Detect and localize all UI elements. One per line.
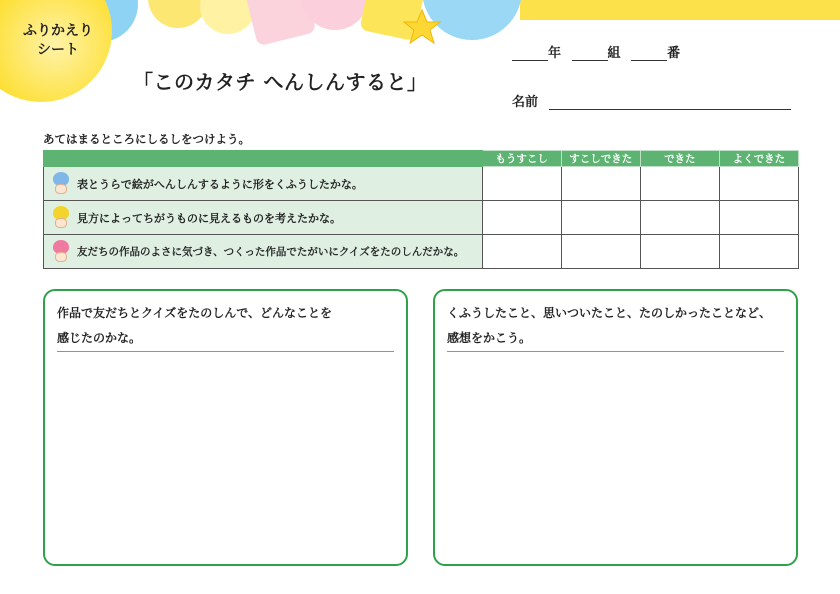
question-cell bbox=[44, 235, 483, 269]
question-cell bbox=[44, 201, 483, 235]
impressions-box[interactable] bbox=[43, 289, 408, 566]
check-cell[interactable] bbox=[561, 235, 640, 269]
question-cell bbox=[44, 167, 483, 201]
reflection-box[interactable] bbox=[433, 289, 798, 566]
column-header: できた bbox=[640, 151, 719, 167]
reflection-prompt-line2: 感想をかこう。 bbox=[447, 331, 532, 345]
question-text: 友だちの作品のよさに気づき、つくった作品でたがいにクイズをたのしんだかな。 bbox=[77, 246, 465, 258]
pink-heart-character-icon bbox=[50, 240, 72, 264]
check-cell[interactable] bbox=[482, 235, 561, 269]
number-label: 番 bbox=[667, 46, 681, 61]
impressions-prompt bbox=[57, 301, 332, 351]
column-header: もうすこし bbox=[482, 151, 561, 167]
instruction-text: あてはまるところにしるしをつけよう。 bbox=[43, 132, 250, 146]
sheet-label bbox=[14, 22, 102, 60]
column-header: よくできた bbox=[719, 151, 798, 167]
check-cell[interactable] bbox=[640, 167, 719, 201]
number-blank[interactable] bbox=[631, 47, 667, 61]
year-class-number bbox=[512, 42, 680, 61]
check-cell[interactable] bbox=[640, 201, 719, 235]
check-cell[interactable] bbox=[482, 167, 561, 201]
prompt-divider bbox=[447, 351, 784, 352]
name-blank[interactable] bbox=[549, 96, 791, 110]
header-blank-cell bbox=[44, 151, 483, 167]
blue-flower-character-icon bbox=[50, 172, 72, 196]
check-cell[interactable] bbox=[561, 167, 640, 201]
column-header: すこしできた bbox=[561, 151, 640, 167]
class-label: 組 bbox=[607, 46, 621, 61]
table-row bbox=[44, 167, 799, 201]
table-row bbox=[44, 235, 799, 269]
check-cell[interactable] bbox=[482, 201, 561, 235]
question-text: 見方によってちがうものに見えるものを考えたかな。 bbox=[77, 211, 341, 225]
yellow-circle-shape bbox=[148, 0, 208, 28]
impressions-prompt-line1: 作品で友だちとクイズをたのしんで、どんなことを bbox=[57, 306, 333, 320]
name-field bbox=[512, 91, 791, 110]
table-row bbox=[44, 201, 799, 235]
evaluation-table bbox=[43, 150, 799, 269]
prompt-divider bbox=[57, 351, 394, 352]
check-cell[interactable] bbox=[640, 235, 719, 269]
check-cell[interactable] bbox=[719, 201, 798, 235]
table-header-row bbox=[44, 151, 799, 167]
impressions-prompt-line2: 感じたのかな。 bbox=[57, 331, 142, 345]
question-text: 表とうらで絵がへんしんするように形をくふうしたかな。 bbox=[77, 177, 363, 191]
check-cell[interactable] bbox=[561, 201, 640, 235]
page-title: 「このカタチ へんしんすると」 bbox=[133, 70, 428, 94]
decorative-shapes bbox=[90, 0, 530, 56]
year-blank[interactable] bbox=[512, 47, 548, 61]
yellow-header-band bbox=[520, 0, 840, 20]
sheet-label-line1: ふりかえり bbox=[23, 23, 93, 39]
blue-circle-shape bbox=[422, 0, 522, 40]
yellow-bubble-shape bbox=[200, 0, 256, 34]
reflection-prompt-line1: くふうしたこと、思いついたこと、たのしかったことなど、 bbox=[447, 306, 772, 320]
reflection-prompt bbox=[447, 301, 771, 351]
name-label: 名前 bbox=[512, 95, 539, 110]
check-cell[interactable] bbox=[719, 235, 798, 269]
year-label: 年 bbox=[548, 46, 562, 61]
class-blank[interactable] bbox=[572, 47, 608, 61]
yellow-question-character-icon bbox=[50, 206, 72, 230]
sheet-label-line2: シート bbox=[37, 42, 79, 58]
check-cell[interactable] bbox=[719, 167, 798, 201]
